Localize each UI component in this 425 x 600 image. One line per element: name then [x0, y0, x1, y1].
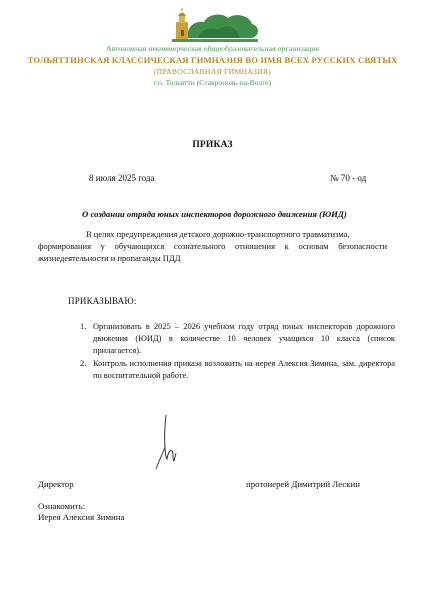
signer-name: протоиерей Димитрий Лескин [246, 479, 360, 489]
preamble-paragraph [38, 228, 387, 264]
document-title: ПРИКАЗ [192, 140, 233, 150]
org-type-line: Автономная некоммерческая общеобразовательная организация [105, 44, 320, 53]
order-item-text: Организовать в 2025 – 2026 учебном году отряд юных инспекторов дорожного движения (ЮИД) в количестве 10 человек учащихся 10 класса (список прилагается). [93, 322, 395, 356]
order-item-text: Контроль исполнения приказа возложить на иерея Алексия Зимина, зам. директора по воспитательной работе. [93, 358, 395, 380]
signer-role: Директор [38, 479, 74, 489]
order-item-number: 1. [80, 322, 87, 331]
acknowledge-label: Ознакомить: [38, 501, 86, 511]
handwritten-signature [152, 413, 182, 471]
acknowledge-name: Иерея Алексия Зимина [38, 512, 125, 522]
order-item [80, 358, 395, 382]
school-city: г.о. Тольятти (Ставрополь-на-Волге) [153, 78, 272, 87]
order-item-number: 2. [80, 358, 87, 368]
document-date: 8 июля 2025 года [89, 173, 155, 183]
school-type: (ПРАВОСЛАВНАЯ ГИМНАЗИЯ) [153, 67, 272, 76]
document-subject: О создании отряда юных инспекторов дорожного движения (ЮИД) [82, 209, 347, 219]
school-name: ТОЛЬЯТТИНСКАЯ КЛАССИЧЕСКАЯ ГИМНАЗИЯ ВО ИМЯ ВСЕХ РУССКИХ СВЯТЫХ [27, 55, 398, 65]
preamble-first-line: В целях предупреждения детского дорожно-транспортного травматизма, [86, 229, 350, 239]
order-item [80, 321, 395, 358]
order-items [80, 321, 395, 382]
document-number: № 70 - од [330, 173, 367, 183]
preamble-rest: формирования у обучающихся сознательного отношения к основам безопасности жизнедеятельности и пропаганды ПДД [38, 241, 387, 263]
order-word: ПРИКАЗЫВАЮ: [68, 296, 137, 306]
gymnasium-logo [170, 8, 262, 46]
